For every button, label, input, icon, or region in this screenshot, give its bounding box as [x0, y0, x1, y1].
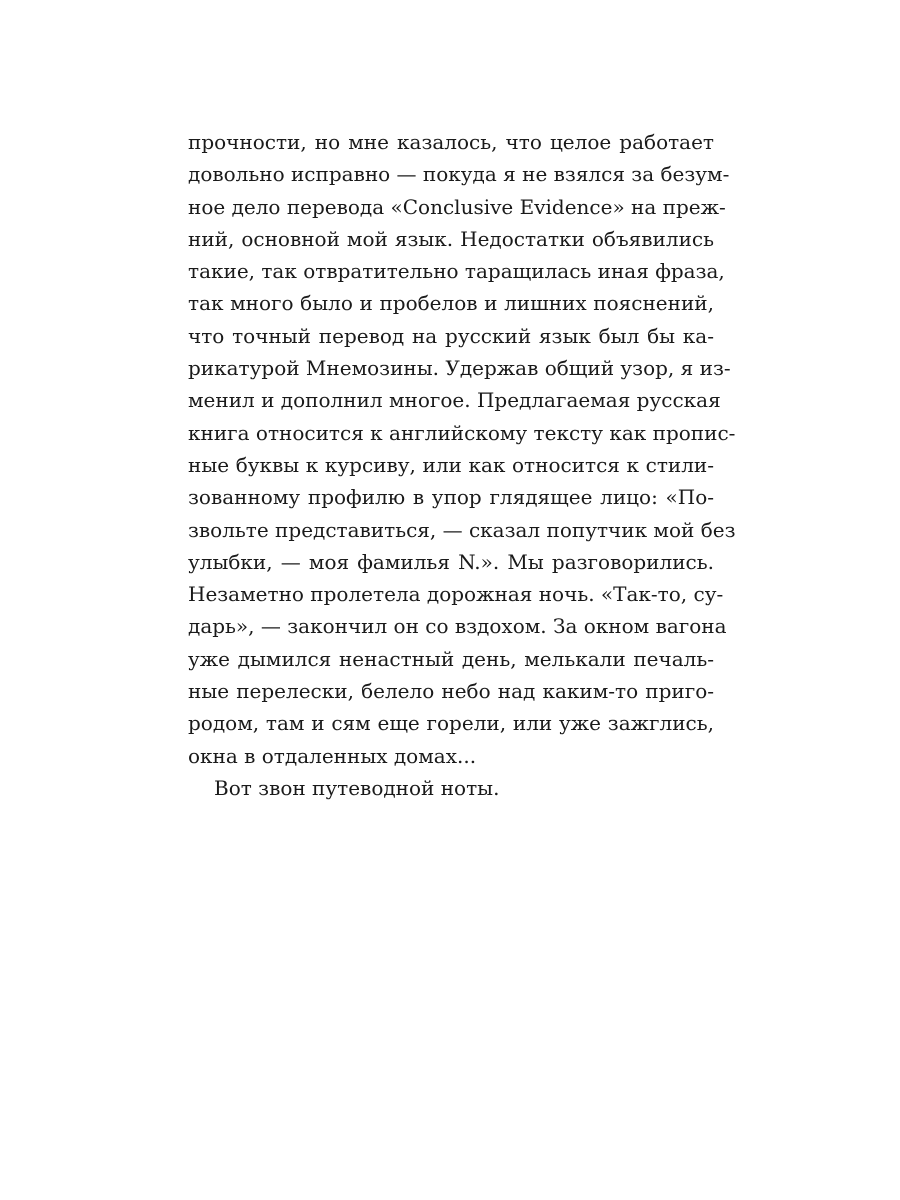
text-line: ные буквы к курсиву, или как относится к стили-	[188, 452, 714, 477]
text-line: зованному профилю в упор глядящее лицо: «По-	[188, 485, 714, 510]
text-line: книга относится к английскому тексту как пропис-	[188, 420, 736, 445]
text-line: ний, основной мой язык. Недостатки объявились	[188, 226, 714, 251]
paragraph	[188, 126, 736, 772]
text-line: дарь», — закончил он со вздохом. За окном вагона	[188, 614, 727, 639]
text-line: окна в отдаленных домах...	[188, 743, 477, 768]
text-line: прочности, но мне казалось, что целое работает	[188, 130, 714, 154]
text-line: улыбки, — моя фамилья N.». Мы разговорились.	[188, 549, 714, 574]
text-line: такие, так отвратительно таращилась иная фраза,	[188, 259, 725, 284]
body-text	[188, 126, 736, 804]
text-line: ные перелески, белело небо над каким-то приго-	[188, 679, 714, 704]
text-line: звольте представиться, — сказал попутчик мой без	[188, 517, 736, 542]
text-line: родом, там и сям еще горели, или уже зажглись,	[188, 711, 714, 736]
text-line: Вот звон путеводной ноты.	[214, 775, 500, 800]
text-line: что точный перевод на русский язык был бы ка-	[188, 323, 714, 348]
text-line: так много было и пробелов и лишних пояснений,	[188, 291, 714, 316]
text-line: менил и дополнил многое. Предлагаемая русская	[188, 388, 721, 413]
text-line: уже дымился ненастный день, мелькали печаль-	[188, 646, 714, 671]
paragraph	[188, 772, 714, 804]
text-line: ное дело перевода «Conclusive Evidence» на преж-	[188, 194, 726, 219]
text-line: рикатурой Мнемозины. Удержав общий узор, я из-	[188, 356, 731, 381]
text-line: Незаметно пролетела дорожная ночь. «Так-то, су-	[188, 582, 724, 607]
text-line: довольно исправно — покуда я не взялся за безум-	[188, 162, 730, 187]
